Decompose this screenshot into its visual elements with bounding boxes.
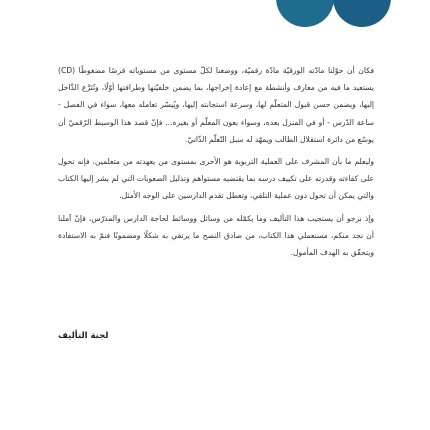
paragraph-3: وإذ نرجو أن يستجيب هذا التأليف وما يكمّله من وسائل ووسائط لحاجة الدارس والمدرّس، فإنّ آملنا أن نجد منكم، مستعملي هذا الكتاب، من صادق النصح ما يرتقي به شكلًا ومضمونًا فنمّ به الاستفادة ويتحقّق به الهدف المأمول.: [58, 213, 374, 258]
body-text: [58, 62, 374, 266]
paragraph-1: فكان أن حوّلنا مادّته الورقيّة مادّة رقميّة، ووضعنا لكلّ مستوى من مستوياته قرصًا مضغوطًا (CD) يستعيد ما فيه من معارف وأنشطة مع إعادة إخراجها، بما يضمن خلفيّتها وطرافتها أوّلًا، وتُتَرَّع الدَّاخل إليها، ويضمن حسن قبول المتعلّم لها، وسرعة استجابته إليها، ويُيسّر تعامله معها، سواء في الفصل - ساعة الدّرس - أو في المنزل بعده، وسواء بعون المعلّم أو بغيره... فإنّ قصد هذا الوسيط الرّقميّ أن يوسّع من دائرة استقلال الطالب ويمهّد له سبل التّعلّم الذّاتيّ.: [58, 66, 374, 144]
paragraph-2: وليعلم ما بأن المشرف على العملية التربوية هو الأحرى بمستوى من يعهدته من متعلمين، فإنه تحول على كفاءته وقدرته على تكييف درسه بما يقتضيه مستواهم وتذليل الصعوبات التي لم يشر إليها الكتاب والتي يمكن أن تحول دون عملية التلقي، وتعطل تقدم الدارسين على الوجه الأمثل.: [58, 157, 374, 201]
decorative-circle-right: [333, 0, 391, 27]
decorative-circle-left: [276, 0, 334, 27]
signature: لجنة التأليف: [58, 331, 109, 341]
